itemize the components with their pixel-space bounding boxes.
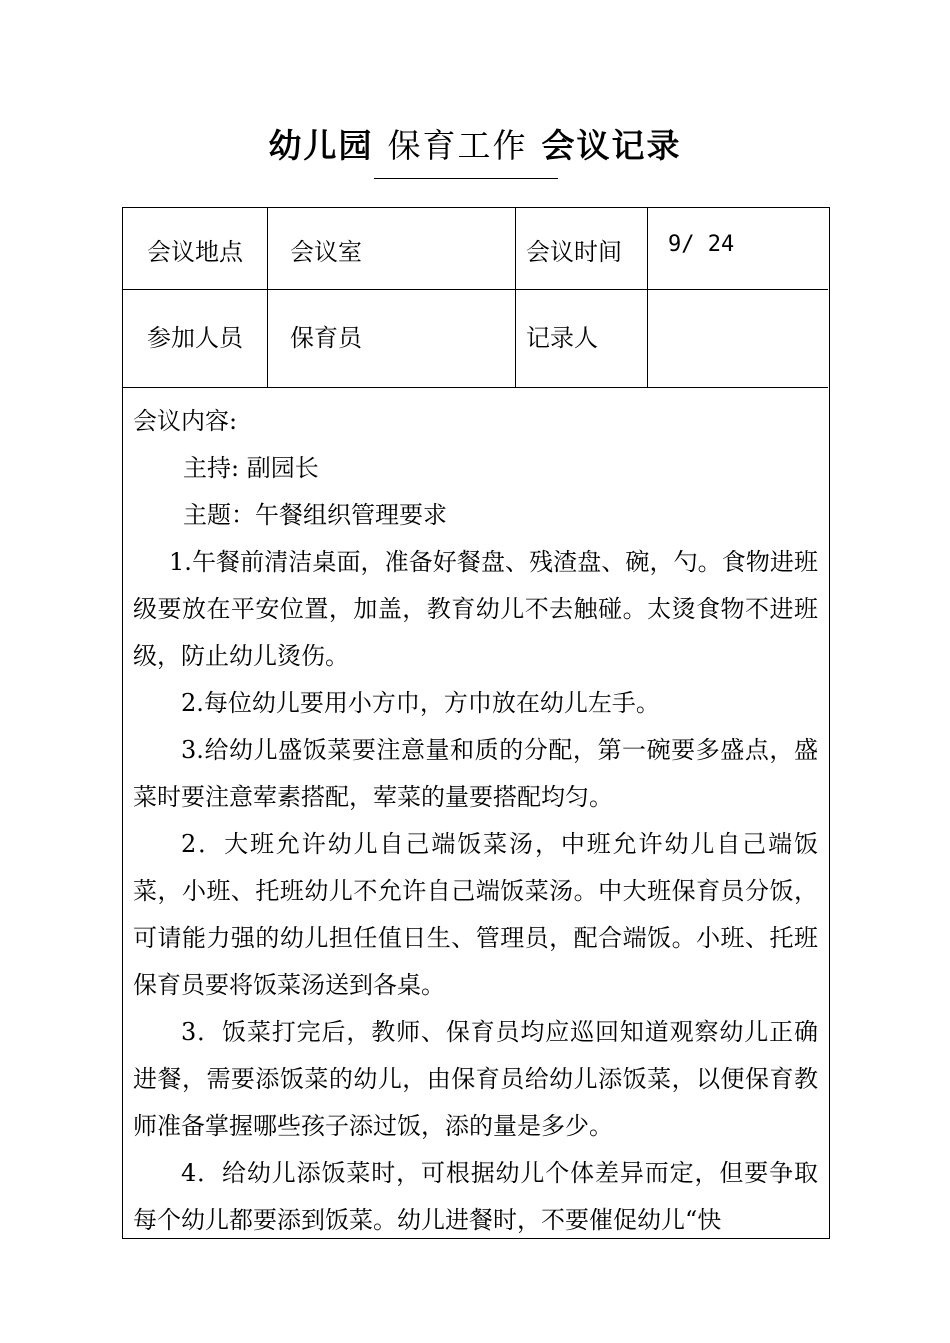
meeting-record-table: [122, 207, 830, 1239]
content-paragraph: 1.午餐前清洁桌面，准备好餐盘、残渣盘、碗，勺。食物进班级要放在平安位置，加盖，教育幼儿不去触碰。太烫食物不进班级，防止幼儿烫伤。: [133, 548, 818, 670]
title-left: 幼儿园: [268, 126, 374, 165]
content-paragraph: 2．大班允许幼儿自己端饭菜汤，中班允许幼儿自己端饭菜，小班、托班幼儿不允许自己端饭菜汤。中大班保育员分饭，可请能力强的幼儿担任值日生、管理员，配合端饭。小班、托班保育员要将饭菜汤送到各桌。: [133, 830, 818, 999]
content-heading: 会议内容:: [133, 407, 238, 435]
label-location: 会议地点: [123, 208, 268, 289]
meeting-content: [123, 388, 828, 1238]
value-attendees: 保育员: [268, 290, 516, 387]
table-row-attendees-recorder: [123, 290, 828, 388]
label-time: 会议时间: [516, 208, 648, 289]
value-location: 会议室: [268, 208, 516, 289]
content-paragraph: 4．给幼儿添饭菜时，可根据幼儿个体差异而定，但要争取每个幼儿都要添到饭菜。幼儿进餐时，不要催促幼儿“快: [133, 1159, 818, 1234]
content-paragraph: 3.给幼儿盛饭菜要注意量和质的分配，第一碗要多盛点，盛菜时要注意荤素搭配，荤菜的量要搭配均匀。: [133, 736, 818, 811]
content-paragraph: 3．饭菜打完后，教师、保育员均应巡回知道观察幼儿正确进餐，需要添饭菜的幼儿，由保育员给幼儿添饭菜，以便保育教师准备掌握哪些孩子添过饭，添的量是多少。: [133, 1018, 818, 1140]
table-row-location-time: [123, 208, 828, 290]
content-topic: 主题：午餐组织管理要求: [183, 501, 447, 529]
page-title: [0, 120, 950, 172]
label-recorder: 记录人: [516, 290, 648, 387]
value-recorder: [648, 290, 828, 387]
title-underline: [374, 178, 558, 179]
title-middle: 保育工作: [387, 126, 528, 165]
value-time: 9/ 24: [668, 232, 735, 257]
content-host: 主持: 副园长: [183, 454, 319, 482]
label-attendees: 参加人员: [123, 290, 268, 387]
content-paragraph: 2.每位幼儿要用小方巾，方巾放在幼儿左手。: [181, 689, 660, 717]
title-right: 会议记录: [541, 126, 682, 165]
